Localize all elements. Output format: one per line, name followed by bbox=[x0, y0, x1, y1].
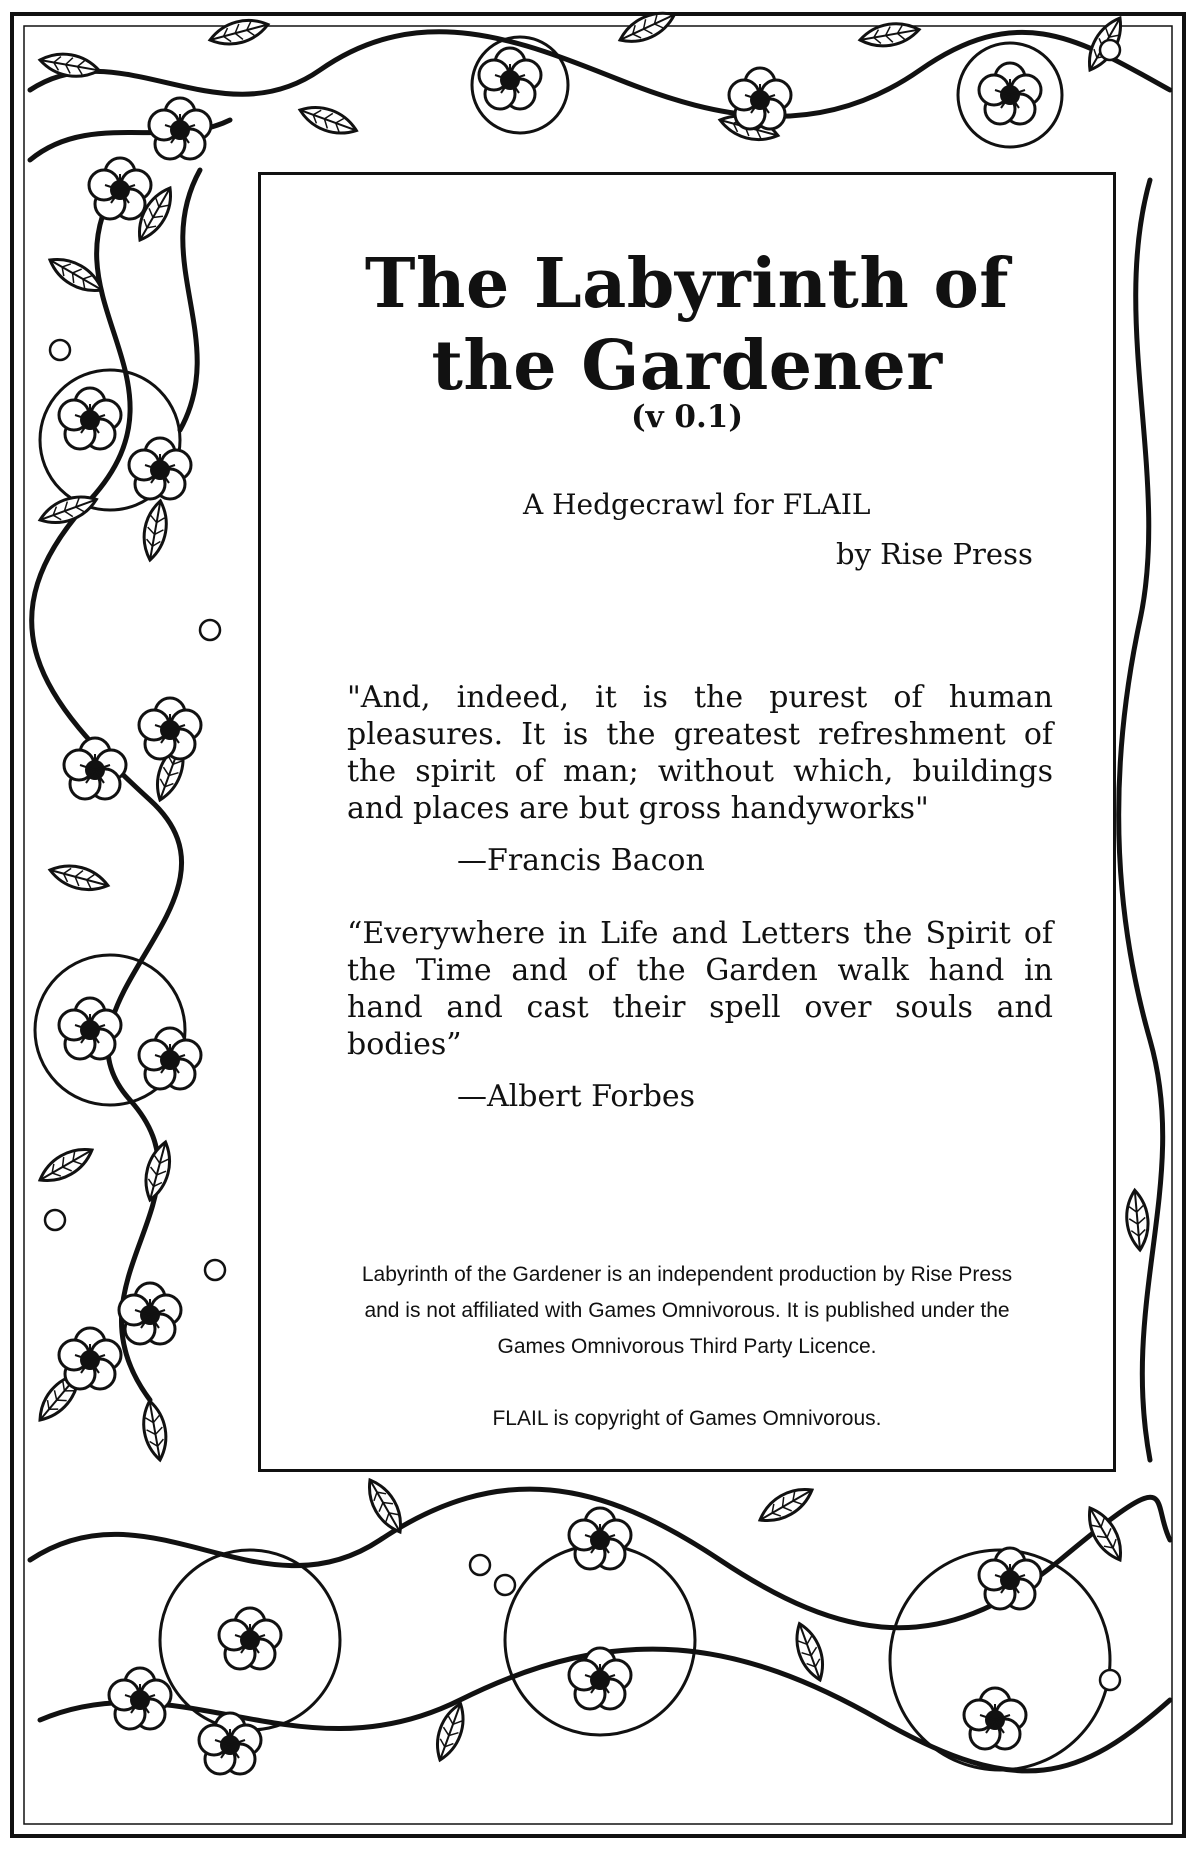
legal-line-3: Games Omnivorous Third Party Licence. bbox=[497, 1335, 877, 1358]
quote-text: “Everywhere in Life and Letters the Spirit of the Time and of the Garden walk hand in hand and cast their spell over souls and bodies” bbox=[347, 916, 1053, 1062]
quote-attribution: —Albert Forbes bbox=[457, 1079, 696, 1114]
quote-attribution: —Francis Bacon bbox=[457, 843, 705, 878]
legal-line-2: and is not affiliated with Games Omnivorous. It is published under the bbox=[364, 1299, 1010, 1322]
title-line-1: The Labyrinth of bbox=[364, 244, 1010, 324]
page-title bbox=[261, 243, 1113, 407]
legal-line-1: Labyrinth of the Gardener is an independent production by Rise Press bbox=[361, 1263, 1013, 1286]
copyright-notice: FLAIL is copyright of Games Omnivorous. bbox=[492, 1407, 882, 1430]
quote-text: "And, indeed, it is the purest of human pleasures. It is the greatest refreshment of the spirit of man; without which, buildings and places are but gross handyworks" bbox=[347, 680, 1053, 826]
version-label: (v 0.1) bbox=[630, 399, 744, 435]
legal-notice bbox=[301, 1257, 1073, 1365]
byline: by Rise Press bbox=[836, 537, 1033, 571]
subtitle: A Hedgecrawl for FLAIL bbox=[523, 488, 871, 521]
title-panel bbox=[258, 172, 1116, 1472]
title-line-2: the Gardener bbox=[431, 326, 943, 406]
